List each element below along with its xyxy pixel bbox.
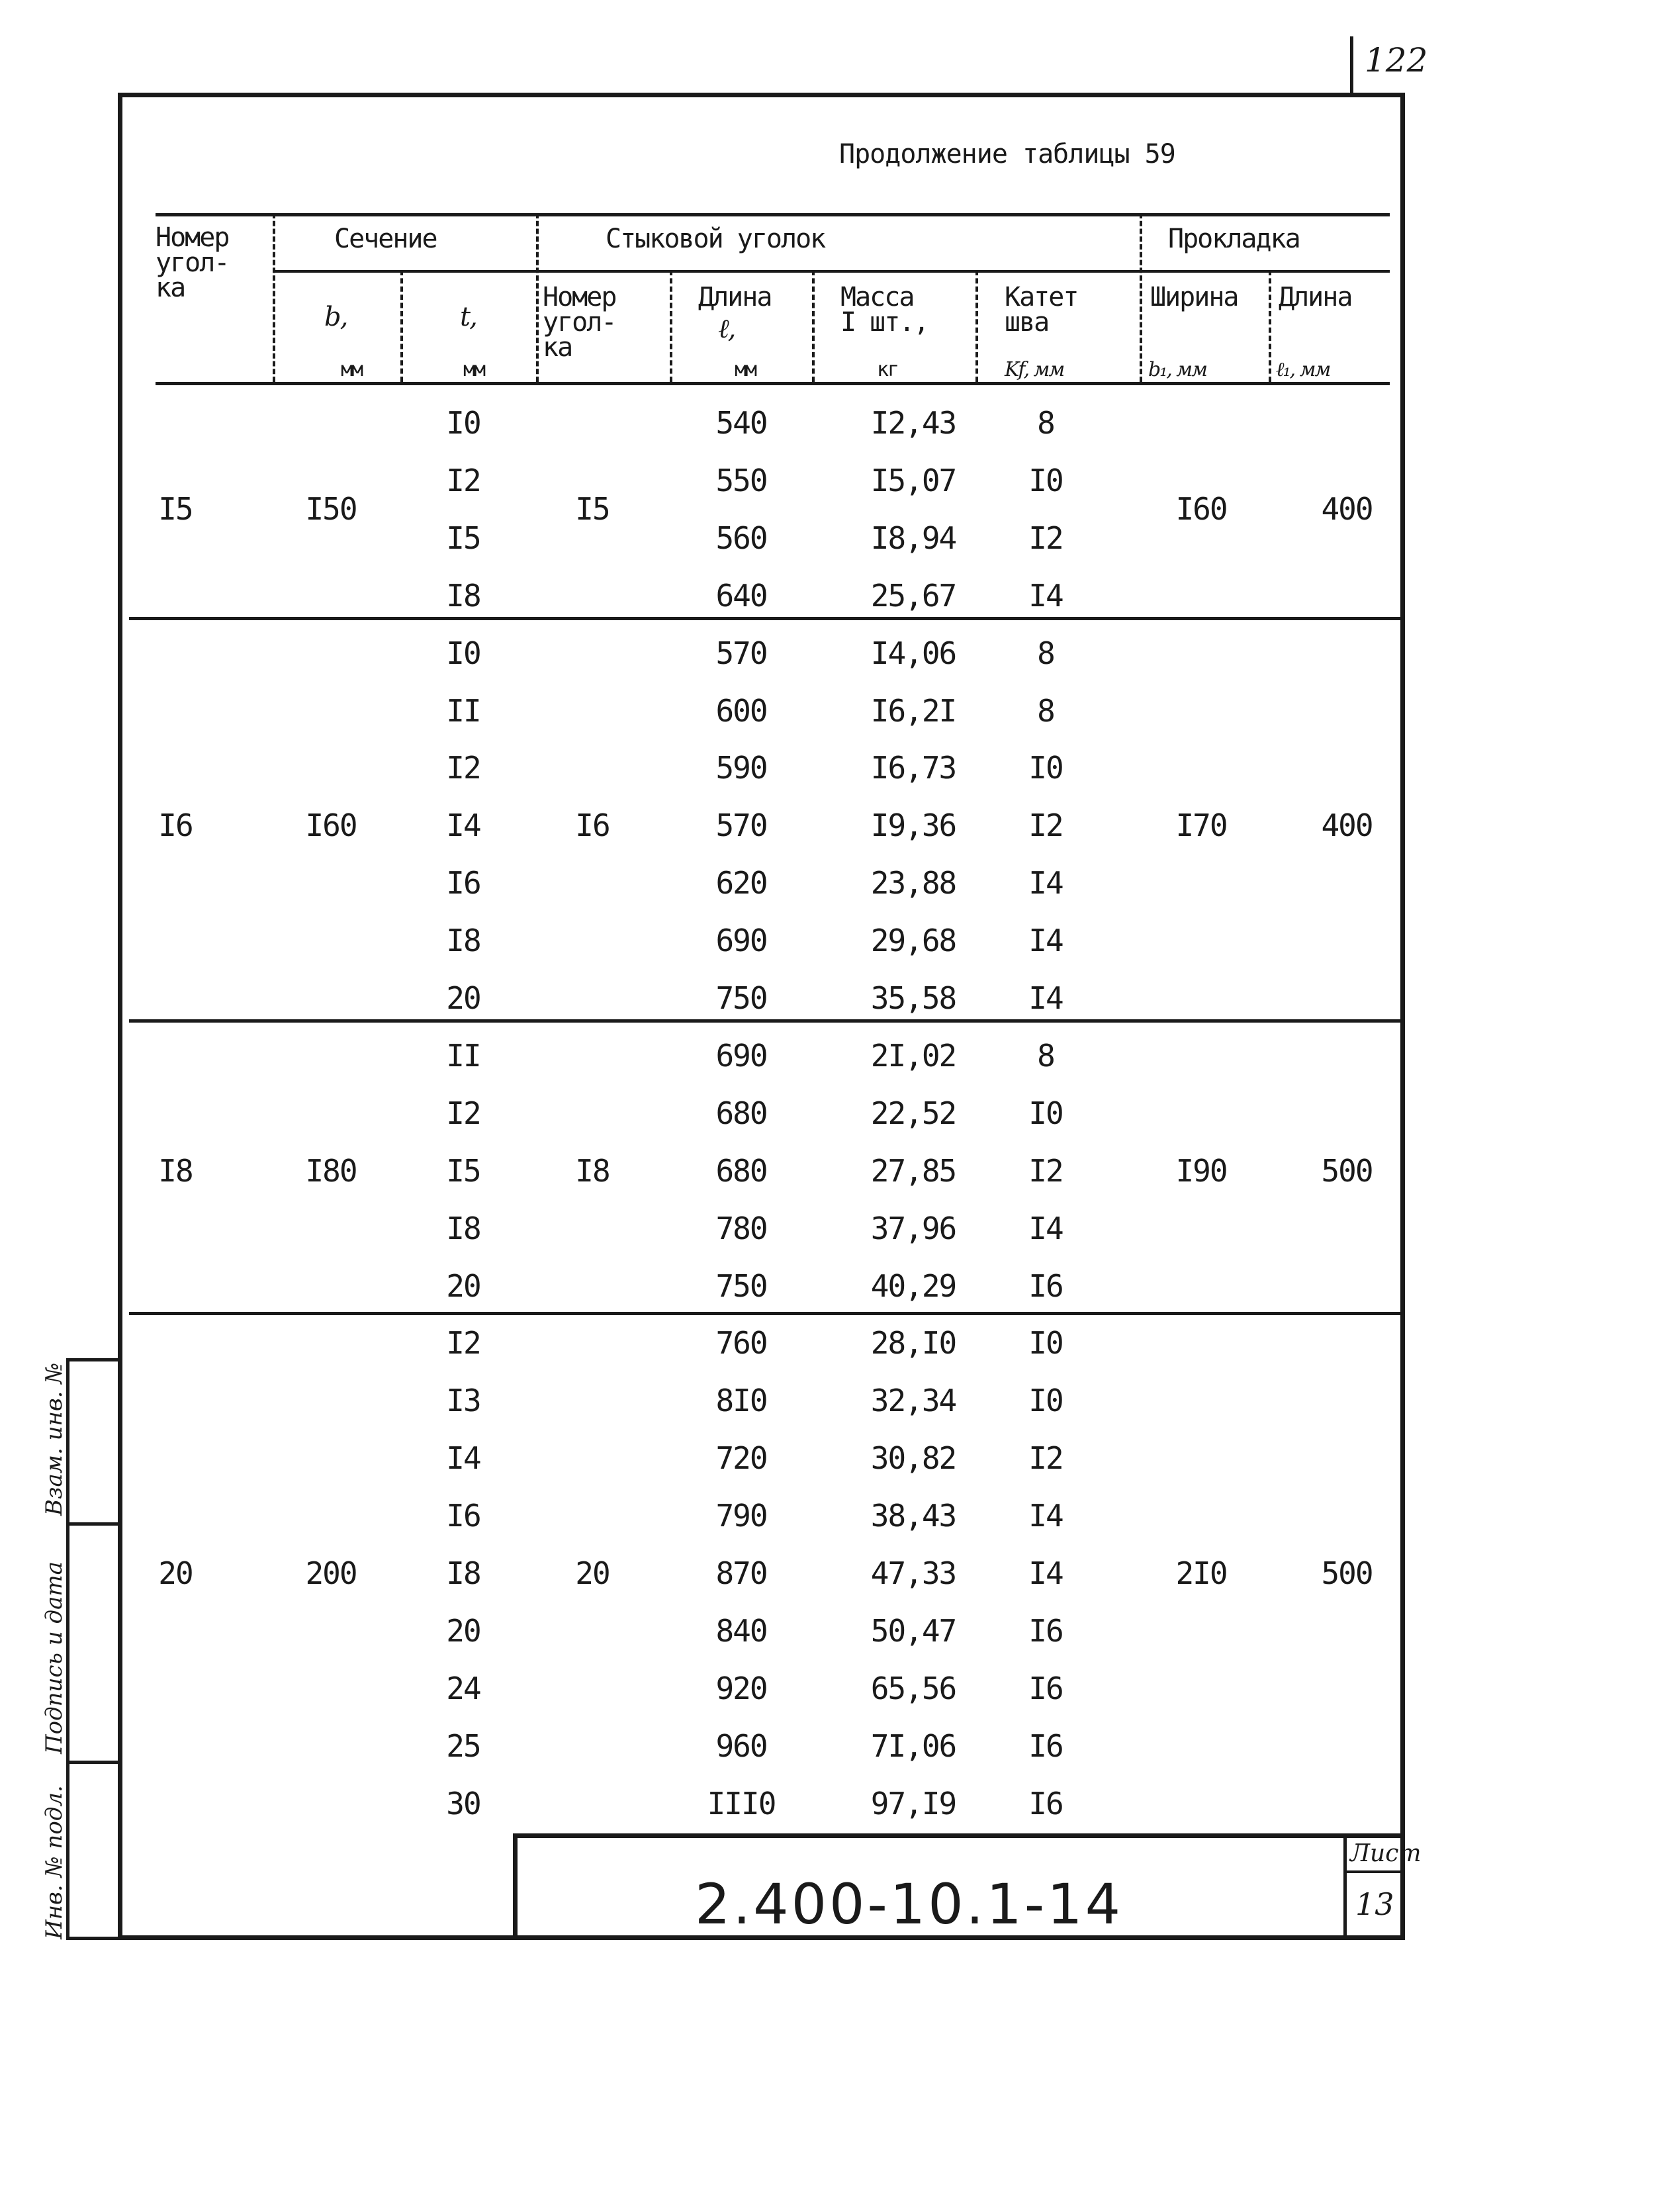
thickness-cell: I4 [446, 807, 480, 843]
header-mid-rule [275, 270, 1390, 273]
mass-cell: 32,34 [870, 1383, 956, 1418]
thickness-cell: 30 [446, 1786, 480, 1821]
length-cell: 570 [715, 635, 767, 671]
header-top-rule [156, 213, 1390, 216]
butt-angle-number-cell: I8 [575, 1153, 610, 1189]
length-cell: 790 [715, 1498, 767, 1534]
weld-leg-cell: 8 [1037, 1038, 1054, 1074]
length-cell: 760 [715, 1325, 767, 1361]
pad-width-cell: I90 [1175, 1153, 1227, 1189]
thickness-cell: I6 [446, 865, 480, 901]
length-cell: 960 [715, 1728, 767, 1764]
group-separator [129, 1312, 1405, 1315]
header-section-t-unit: мм [463, 358, 485, 381]
side-stamp-divider [66, 1761, 119, 1764]
length-cell: 780 [715, 1211, 767, 1246]
header-divider [536, 213, 539, 382]
angle-number-cell: I6 [158, 807, 193, 843]
weld-leg-cell: I0 [1028, 750, 1063, 786]
butt-angle-number-cell: I6 [575, 807, 610, 843]
weld-leg-cell: I0 [1028, 1095, 1063, 1131]
mass-cell: 35,58 [870, 980, 956, 1016]
weld-leg-cell: I4 [1028, 1211, 1063, 1246]
page-number: 122 [1365, 41, 1428, 79]
length-cell: 640 [715, 578, 767, 614]
thickness-cell: I2 [446, 463, 480, 498]
length-cell: 870 [715, 1555, 767, 1591]
mass-cell: 97,I9 [870, 1786, 956, 1821]
length-cell: 590 [715, 750, 767, 786]
mass-cell: 29,68 [870, 923, 956, 958]
weld-leg-cell: I4 [1028, 980, 1063, 1016]
thickness-cell: 20 [446, 1613, 480, 1649]
sheet-number: 13 [1355, 1886, 1394, 1922]
thickness-cell: 20 [446, 980, 480, 1016]
side-stamp [66, 1358, 119, 1940]
thickness-cell: II [446, 1038, 480, 1074]
thickness-cell: I0 [446, 635, 480, 671]
header-mass: Масса I шт., [840, 282, 928, 338]
pad-length-cell: 400 [1321, 491, 1373, 527]
thickness-cell: 24 [446, 1671, 480, 1706]
weld-leg-cell: I4 [1028, 865, 1063, 901]
length-cell: 690 [715, 923, 767, 958]
sheet-cell-divider [1343, 1870, 1405, 1873]
length-cell: III0 [707, 1786, 776, 1821]
section-b-cell: I50 [305, 491, 357, 527]
mass-cell: 47,33 [870, 1555, 956, 1591]
thickness-cell: I3 [446, 1383, 480, 1418]
section-b-symbol: b, [324, 302, 347, 332]
mass-cell: I9,36 [870, 807, 956, 843]
thickness-cell: I5 [446, 520, 480, 556]
header-pad-width: Ширина [1150, 282, 1238, 312]
weld-leg-cell: I6 [1028, 1613, 1063, 1649]
header-pad-length-unit [1276, 357, 1330, 383]
side-label-replaced-inv: Взам. инв. № [41, 1362, 68, 1516]
thickness-cell: I6 [446, 1498, 480, 1534]
angle-number-cell: I5 [158, 491, 193, 527]
mass-cell: 65,56 [870, 1671, 956, 1706]
group-separator [129, 1019, 1405, 1023]
weld-leg-cell: 8 [1037, 405, 1054, 441]
header-weld-leg: Катет шва [1005, 282, 1078, 338]
header-pad: Прокладка [1168, 224, 1300, 254]
weld-leg-cell: I2 [1028, 1440, 1063, 1476]
thickness-cell: I2 [446, 1095, 480, 1131]
header-section-b-unit: мм [341, 358, 363, 381]
thickness-cell: I0 [446, 405, 480, 441]
weld-leg-cell: I2 [1028, 520, 1063, 556]
pad-width-unit-text: b₁, мм [1148, 358, 1207, 381]
thickness-cell: I2 [446, 750, 480, 786]
thickness-cell: I8 [446, 578, 480, 614]
sheet-label: Лист [1350, 1840, 1422, 1867]
weld-leg-cell: I4 [1028, 1555, 1063, 1591]
weld-leg-cell: I0 [1028, 1383, 1063, 1418]
header-section: Сечение [334, 224, 437, 254]
pad-width-cell: I60 [1175, 491, 1227, 527]
length-symbol: ℓ, [718, 314, 735, 344]
weld-leg-cell: I6 [1028, 1728, 1063, 1764]
length-cell: 680 [715, 1153, 767, 1189]
mass-cell: 40,29 [870, 1268, 956, 1304]
weld-leg-unit-text: Kf, мм [1005, 358, 1064, 381]
mass-cell: I8,94 [870, 520, 956, 556]
pad-length-cell: 500 [1321, 1153, 1373, 1189]
header-divider [670, 270, 672, 382]
header-length-unit: мм [735, 358, 756, 381]
section-t-symbol: t, [460, 302, 476, 332]
header-divider [812, 270, 815, 382]
section-b-cell: 200 [305, 1555, 357, 1591]
table-caption: Продолжение таблицы 59 [839, 139, 1175, 169]
length-cell: 560 [715, 520, 767, 556]
butt-angle-number-cell: 20 [575, 1555, 610, 1591]
header-divider [1140, 213, 1142, 382]
section-b-cell: I60 [305, 807, 357, 843]
header-pad-length: Длина [1279, 282, 1352, 312]
thickness-cell: I8 [446, 1555, 480, 1591]
length-cell: 600 [715, 693, 767, 729]
thickness-cell: I8 [446, 923, 480, 958]
mass-cell: I2,43 [870, 405, 956, 441]
section-b-cell: I80 [305, 1153, 357, 1189]
weld-leg-cell: I4 [1028, 923, 1063, 958]
mass-cell: 30,82 [870, 1440, 956, 1476]
thickness-cell: I2 [446, 1325, 480, 1361]
weld-leg-cell: I6 [1028, 1671, 1063, 1706]
weld-leg-cell: I0 [1028, 463, 1063, 498]
header-length: Длина [698, 282, 772, 312]
sheet-frame [118, 93, 1405, 1940]
butt-angle-number-cell: I5 [575, 491, 610, 527]
length-cell: 540 [715, 405, 767, 441]
pad-length-cell: 400 [1321, 807, 1373, 843]
header-butt-angle: Стыковой уголок [606, 224, 825, 254]
length-cell: 570 [715, 807, 767, 843]
length-cell: 690 [715, 1038, 767, 1074]
side-label-signature-date: Подпись и дата [41, 1561, 68, 1754]
pad-width-cell: I70 [1175, 807, 1227, 843]
mass-cell: 38,43 [870, 1498, 956, 1534]
length-cell: 550 [715, 463, 767, 498]
thickness-cell: II [446, 693, 480, 729]
pad-width-cell: 2I0 [1175, 1555, 1227, 1591]
mass-cell: I6,2I [870, 693, 956, 729]
header-divider [400, 270, 403, 382]
weld-leg-cell: I4 [1028, 1498, 1063, 1534]
group-separator [129, 617, 1405, 620]
header-angle-number: Номер угол- ка [156, 222, 229, 303]
mass-cell: I4,06 [870, 635, 956, 671]
mass-cell: 28,I0 [870, 1325, 956, 1361]
pad-length-cell: 500 [1321, 1555, 1373, 1591]
angle-number-cell: 20 [158, 1555, 193, 1591]
length-cell: 920 [715, 1671, 767, 1706]
header-weld-leg-unit [1005, 357, 1063, 383]
length-cell: 8I0 [715, 1383, 767, 1418]
length-cell: 750 [715, 1268, 767, 1304]
header-length-symbol [718, 316, 735, 342]
mass-cell: 25,67 [870, 578, 956, 614]
weld-leg-cell: I0 [1028, 1325, 1063, 1361]
pad-length-unit-text: ℓ₁, мм [1276, 358, 1330, 381]
header-divider [273, 213, 275, 382]
mass-cell: 27,85 [870, 1153, 956, 1189]
angle-number-cell: I8 [158, 1153, 193, 1189]
header-divider [1269, 270, 1271, 382]
header-divider [975, 270, 978, 382]
mass-cell: 22,52 [870, 1095, 956, 1131]
mass-cell: 23,88 [870, 865, 956, 901]
weld-leg-cell: I6 [1028, 1786, 1063, 1821]
side-stamp-divider [66, 1522, 119, 1526]
header-section-b [324, 304, 347, 330]
mass-cell: I6,73 [870, 750, 956, 786]
mass-cell: 2I,02 [870, 1038, 956, 1074]
thickness-cell: 25 [446, 1728, 480, 1764]
length-cell: 620 [715, 865, 767, 901]
side-label-inv-no: Инв. № подл. [41, 1785, 68, 1939]
header-mass-unit: кг [877, 358, 899, 381]
length-cell: 720 [715, 1440, 767, 1476]
thickness-cell: 20 [446, 1268, 480, 1304]
weld-leg-cell: I6 [1028, 1268, 1063, 1304]
weld-leg-cell: 8 [1037, 693, 1054, 729]
weld-leg-cell: I2 [1028, 807, 1063, 843]
header-pad-width-unit [1148, 357, 1206, 383]
header-section-t [460, 304, 476, 330]
mass-cell: 50,47 [870, 1613, 956, 1649]
thickness-cell: I4 [446, 1440, 480, 1476]
thickness-cell: I5 [446, 1153, 480, 1189]
weld-leg-cell: 8 [1037, 635, 1054, 671]
length-cell: 840 [715, 1613, 767, 1649]
length-cell: 750 [715, 980, 767, 1016]
weld-leg-cell: I4 [1028, 578, 1063, 614]
thickness-cell: I8 [446, 1211, 480, 1246]
mass-cell: I5,07 [870, 463, 956, 498]
length-cell: 680 [715, 1095, 767, 1131]
weld-leg-cell: I2 [1028, 1153, 1063, 1189]
mass-cell: 7I,06 [870, 1728, 956, 1764]
header-butt-number: Номер угол- ка [543, 282, 616, 363]
corner-tick [1350, 36, 1353, 96]
document-code: 2.400-10.1-14 [695, 1872, 1124, 1937]
mass-cell: 37,96 [870, 1211, 956, 1246]
